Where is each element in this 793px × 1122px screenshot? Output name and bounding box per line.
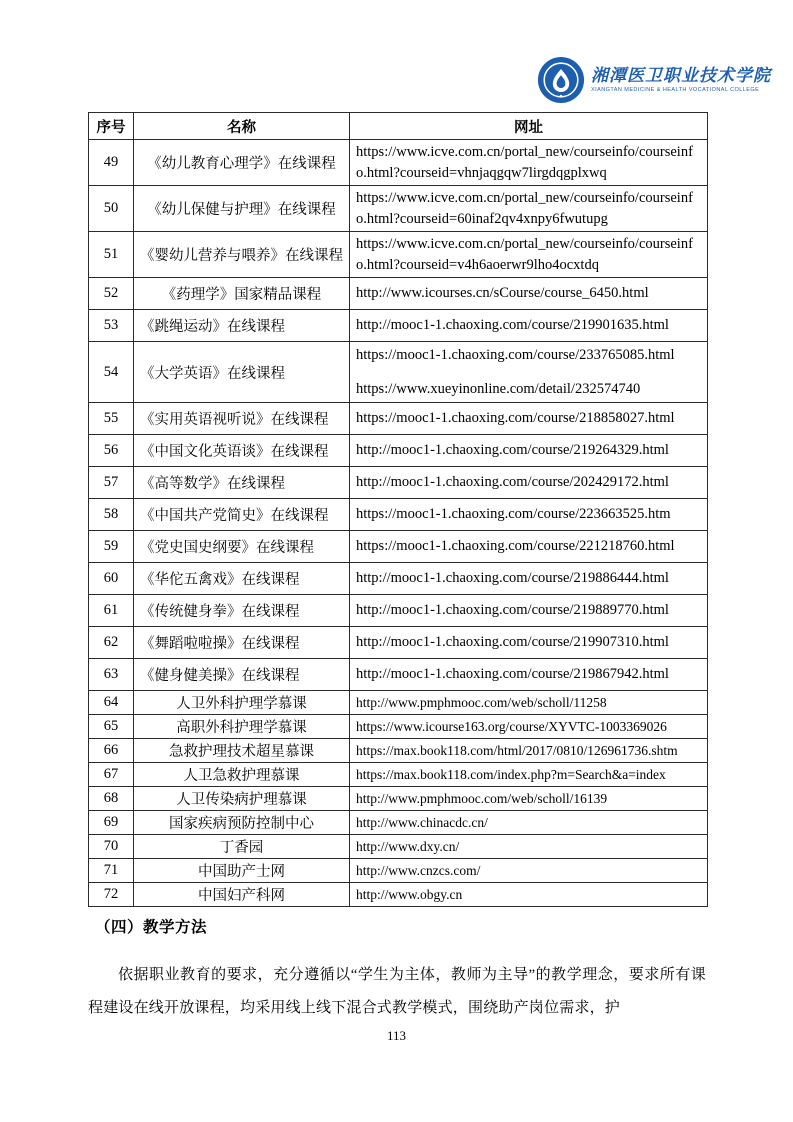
course-url-cell <box>350 787 708 811</box>
course-name: 《高等数学》在线课程 <box>134 467 350 499</box>
table-row <box>89 859 708 883</box>
course-name: 急救护理技术超星慕课 <box>134 739 350 763</box>
course-url-cell <box>350 403 708 435</box>
body-paragraph: 依据职业教育的要求，充分遵循以“学生为主体，教师为主导”的教学理念，要求所有课程建设在线开放课程，均采用线上线下混合式教学模式，围绕助产岗位需求，护 <box>88 967 706 1016</box>
course-name: 高职外科护理学慕课 <box>134 715 350 739</box>
table-row <box>89 715 708 739</box>
course-url-cell <box>350 835 708 859</box>
course-url-cell <box>350 715 708 739</box>
course-url: https://www.icve.com.cn/portal_new/courseinfo/courseinfo.html?courseid=60inaf2qv4xnpy6fwutupg <box>356 189 693 227</box>
course-url: https://mooc1-1.chaoxing.com/course/233765085.html <box>356 346 675 363</box>
table-row <box>89 883 708 907</box>
course-url: http://mooc1-1.chaoxing.com/course/219901635.html <box>356 317 669 333</box>
table-row <box>89 403 708 435</box>
course-name: 人卫传染病护理慕课 <box>134 787 350 811</box>
table-row <box>89 563 708 595</box>
course-name: 《传统健身拳》在线课程 <box>134 595 350 627</box>
row-number: 68 <box>89 787 134 811</box>
course-name: 人卫急救护理慕课 <box>134 763 350 787</box>
course-url: http://www.chinacdc.cn/ <box>356 815 488 830</box>
course-url-cell <box>350 595 708 627</box>
course-name: 《药理学》国家精品课程 <box>134 278 350 310</box>
course-name: 《舞蹈啦啦操》在线课程 <box>134 627 350 659</box>
table-row <box>89 342 708 403</box>
course-url-cell <box>350 186 708 232</box>
course-url: https://max.book118.com/index.php?m=Search&a=index <box>356 767 666 782</box>
course-name: 《幼儿保健与护理》在线课程 <box>134 186 350 232</box>
course-url-cell <box>350 435 708 467</box>
row-number: 61 <box>89 595 134 627</box>
course-name: 《实用英语视听说》在线课程 <box>134 403 350 435</box>
table-row <box>89 232 708 278</box>
course-url: https://mooc1-1.chaoxing.com/course/221218760.html <box>356 538 675 554</box>
row-number: 66 <box>89 739 134 763</box>
row-number: 67 <box>89 763 134 787</box>
table-row <box>89 835 708 859</box>
row-number: 63 <box>89 659 134 691</box>
header-序号: 序号 <box>89 113 134 140</box>
row-number: 70 <box>89 835 134 859</box>
course-url-cell <box>350 763 708 787</box>
college-name-en: XIANGTAN MEDICINE & HEALTH VOCATIONAL COLLEGE <box>591 87 760 93</box>
header-名称: 名称 <box>134 113 350 140</box>
table-row <box>89 435 708 467</box>
table-row <box>89 811 708 835</box>
row-number: 59 <box>89 531 134 563</box>
row-number: 57 <box>89 467 134 499</box>
course-url: https://mooc1-1.chaoxing.com/course/223663525.htm <box>356 506 671 522</box>
course-url-cell <box>350 811 708 835</box>
college-seal-icon <box>537 56 585 104</box>
table-row <box>89 140 708 186</box>
course-url-cell <box>350 691 708 715</box>
college-logo <box>537 56 771 104</box>
course-name: 丁香园 <box>134 835 350 859</box>
row-number: 55 <box>89 403 134 435</box>
course-url: https://max.book118.com/html/2017/0810/126961736.shtm <box>356 743 678 758</box>
course-url: https://www.icourse163.org/course/XYVTC-1003369026 <box>356 719 667 734</box>
row-number: 69 <box>89 811 134 835</box>
course-name: 《健身健美操》在线课程 <box>134 659 350 691</box>
course-url-cell <box>350 883 708 907</box>
course-name: 《婴幼儿营养与喂养》在线课程 <box>134 232 350 278</box>
course-url: http://mooc1-1.chaoxing.com/course/202429172.html <box>356 474 669 490</box>
course-url: https://www.icve.com.cn/portal_new/courseinfo/courseinfo.html?courseid=v4h6aoerwr9lho4ocxtdq <box>356 235 693 273</box>
row-number: 49 <box>89 140 134 186</box>
college-name <box>591 66 771 94</box>
course-url: http://mooc1-1.chaoxing.com/course/219264329.html <box>356 442 669 458</box>
table-row <box>89 763 708 787</box>
course-url: http://www.pmphmooc.com/web/scholl/11258 <box>356 695 607 710</box>
row-number: 72 <box>89 883 134 907</box>
course-url-cell <box>350 739 708 763</box>
table-row <box>89 787 708 811</box>
table-row <box>89 467 708 499</box>
course-url-cell <box>350 659 708 691</box>
course-url: http://mooc1-1.chaoxing.com/course/219889770.html <box>356 602 669 618</box>
course-name: 国家疾病预防控制中心 <box>134 811 350 835</box>
course-url: http://www.dxy.cn/ <box>356 839 460 854</box>
row-number: 58 <box>89 499 134 531</box>
row-number: 71 <box>89 859 134 883</box>
row-number: 64 <box>89 691 134 715</box>
page-number: 113 <box>386 1028 407 1043</box>
course-url-cell <box>350 531 708 563</box>
course-url-cell <box>350 140 708 186</box>
course-url: http://www.pmphmooc.com/web/scholl/16139 <box>356 791 608 806</box>
course-name: 《跳绳运动》在线课程 <box>134 310 350 342</box>
course-name: 《大学英语》在线课程 <box>134 342 350 403</box>
row-number: 52 <box>89 278 134 310</box>
table-row <box>89 659 708 691</box>
row-number: 56 <box>89 435 134 467</box>
course-url-cell <box>350 563 708 595</box>
course-name: 中国妇产科网 <box>134 883 350 907</box>
course-url-cell <box>350 232 708 278</box>
course-url: https://www.xueyinonline.com/detail/232574740 <box>356 380 641 397</box>
table-row <box>89 310 708 342</box>
course-name: 中国助产士网 <box>134 859 350 883</box>
header-网址: 网址 <box>350 113 708 140</box>
table-row <box>89 595 708 627</box>
table-row <box>89 691 708 715</box>
course-url-cell <box>350 467 708 499</box>
row-number: 51 <box>89 232 134 278</box>
course-table-body <box>89 140 708 907</box>
course-name: 《中国文化英语谈》在线课程 <box>134 435 350 467</box>
course-link-table <box>88 112 708 907</box>
course-name: 人卫外科护理学慕课 <box>134 691 350 715</box>
table-row <box>89 739 708 763</box>
course-url: http://www.cnzcs.com/ <box>356 863 481 878</box>
course-url-cell <box>350 627 708 659</box>
table-row <box>89 499 708 531</box>
course-url-cell <box>350 499 708 531</box>
course-name: 《幼儿教育心理学》在线课程 <box>134 140 350 186</box>
row-number: 62 <box>89 627 134 659</box>
course-url-cell <box>350 859 708 883</box>
course-url: http://www.obgy.cn <box>356 887 463 902</box>
course-url: https://mooc1-1.chaoxing.com/course/218858027.html <box>356 410 675 426</box>
table-row <box>89 278 708 310</box>
table-header-row <box>89 113 708 140</box>
row-number: 50 <box>89 186 134 232</box>
course-name: 《党史国史纲要》在线课程 <box>134 531 350 563</box>
course-url: https://www.icve.com.cn/portal_new/courseinfo/courseinfo.html?courseid=vhnjaqgqw7lirgdqgplxwq <box>356 143 693 181</box>
course-url-cell <box>350 342 708 403</box>
course-url: http://mooc1-1.chaoxing.com/course/219886444.html <box>356 570 669 586</box>
course-url-cell <box>350 278 708 310</box>
row-number: 60 <box>89 563 134 595</box>
course-url: http://mooc1-1.chaoxing.com/course/219867942.html <box>356 666 669 682</box>
row-number: 65 <box>89 715 134 739</box>
course-url: http://www.icourses.cn/sCourse/course_6450.html <box>356 285 649 301</box>
table-row <box>89 186 708 232</box>
course-url-cell <box>350 310 708 342</box>
table-row <box>89 531 708 563</box>
table-row <box>89 627 708 659</box>
section-heading: （四）教学方法 <box>95 919 208 936</box>
college-name-cn: 湘潭医卫职业技术学院 <box>591 66 771 85</box>
row-number: 54 <box>89 342 134 403</box>
course-url: http://mooc1-1.chaoxing.com/course/219907310.html <box>356 634 669 650</box>
row-number: 53 <box>89 310 134 342</box>
course-name: 《华佗五禽戏》在线课程 <box>134 563 350 595</box>
course-name: 《中国共产党简史》在线课程 <box>134 499 350 531</box>
